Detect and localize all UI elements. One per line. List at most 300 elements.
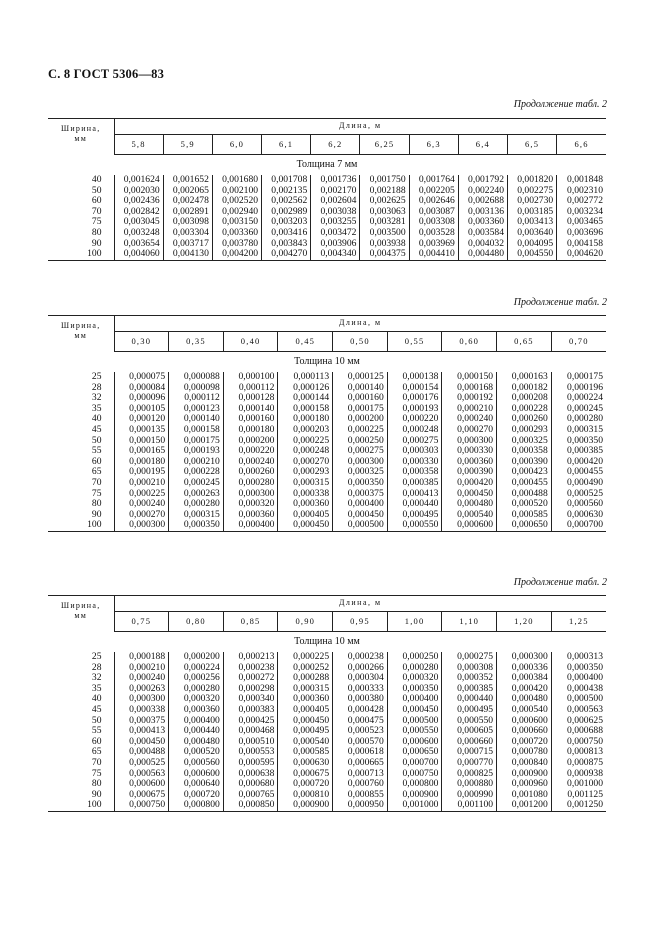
volume-cell: 0,004410: [409, 249, 458, 260]
volume-cell: 0,002940: [212, 207, 261, 218]
volume-cell: 0,000570: [333, 737, 388, 748]
volume-cell: 0,000360: [223, 510, 278, 521]
table-row: [48, 175, 606, 186]
volume-cell: 0,000196: [551, 383, 606, 394]
volume-table-1: [48, 118, 606, 261]
volume-cell: 0,000238: [223, 663, 278, 674]
volume-cell: 0,000825: [442, 769, 497, 780]
width-cell: 55: [91, 725, 102, 737]
volume-cell: 0,000700: [551, 520, 606, 531]
volume-cell: 0,000128: [223, 393, 278, 404]
width-cell: 80: [91, 498, 102, 510]
volume-cell: 0,000990: [442, 790, 497, 801]
volume-cell: 0,000325: [497, 436, 552, 447]
length-column-header: 0,70: [551, 332, 606, 352]
volume-cell: 0,000315: [551, 425, 606, 436]
volume-cell: 0,000450: [278, 520, 333, 531]
width-cell: 75: [91, 767, 102, 779]
volume-cell: 0,003938: [360, 239, 409, 250]
volume-cell: 0,001848: [557, 175, 606, 186]
volume-cell: 0,001000: [551, 779, 606, 790]
volume-cell: 0,000475: [333, 716, 388, 727]
volume-cell: 0,000720: [497, 737, 552, 748]
volume-cell: 0,000450: [114, 737, 169, 748]
volume-cell: 0,000158: [169, 425, 224, 436]
volume-cell: 0,000750: [114, 800, 169, 811]
volume-cell: 0,002520: [212, 196, 261, 207]
volume-cell: 0,000600: [387, 737, 442, 748]
volume-cell: 0,001080: [497, 790, 552, 801]
volume-cell: 0,000384: [497, 673, 552, 684]
width-header-line: мм: [74, 330, 88, 340]
volume-cell: 0,000840: [497, 758, 552, 769]
length-column-header: 0,30: [114, 332, 169, 352]
length-column-header: 0,55: [387, 332, 442, 352]
volume-cell: 0,000315: [278, 478, 333, 489]
volume-cell: 0,003717: [163, 239, 212, 250]
width-cell: 65: [91, 466, 102, 478]
length-column-header: 0,40: [223, 332, 278, 352]
length-column-header: 0,75: [114, 612, 169, 632]
volume-cell: 0,000250: [333, 436, 388, 447]
volume-cell: 0,000480: [497, 694, 552, 705]
thickness-label: Толщина 10 мм: [294, 635, 360, 647]
volume-cell: 0,003150: [212, 217, 261, 228]
volume-cell: 0,000195: [114, 467, 169, 478]
width-cell: 55: [91, 445, 102, 457]
volume-cell: 0,000350: [551, 663, 606, 674]
volume-cell: 0,000400: [169, 716, 224, 727]
volume-cell: 0,004032: [458, 239, 507, 250]
volume-cell: 0,000400: [551, 673, 606, 684]
width-cell: 70: [91, 756, 102, 768]
volume-cell: 0,000420: [551, 457, 606, 468]
volume-cell: 0,001200: [497, 800, 552, 811]
volume-cell: 0,000168: [442, 383, 497, 394]
volume-cell: 0,002688: [458, 196, 507, 207]
volume-table-2: [48, 315, 606, 532]
length-column-header: 6,5: [508, 135, 557, 155]
volume-cell: 0,000480: [169, 737, 224, 748]
volume-cell: 0,000500: [387, 716, 442, 727]
volume-cell: 0,000540: [442, 510, 497, 521]
volume-cell: 0,000112: [223, 383, 278, 394]
length-column-header: 6,2: [311, 135, 360, 155]
volume-cell: 0,000390: [497, 457, 552, 468]
volume-cell: 0,000338: [114, 705, 169, 716]
volume-cell: 0,000113: [278, 372, 333, 383]
volume-cell: 0,003281: [360, 217, 409, 228]
length-header: Длина, м: [114, 596, 606, 612]
volume-cell: 0,004130: [163, 249, 212, 260]
volume-cell: 0,000175: [169, 436, 224, 447]
width-cell: 45: [91, 423, 102, 435]
volume-cell: 0,000800: [387, 779, 442, 790]
volume-cell: 0,000510: [223, 737, 278, 748]
length-column-header: 6,1: [262, 135, 311, 155]
continuation-label: Продолжение табл. 2: [513, 297, 607, 308]
volume-cell: 0,000330: [442, 446, 497, 457]
volume-cell: 0,004550: [508, 249, 557, 260]
volume-cell: 0,000192: [442, 393, 497, 404]
thickness-row: [48, 155, 606, 176]
width-cell: 60: [91, 455, 102, 467]
volume-cell: 0,000585: [497, 510, 552, 521]
volume-cell: 0,001680: [212, 175, 261, 186]
volume-cell: 0,000224: [169, 663, 224, 674]
volume-cell: 0,001000: [387, 800, 442, 811]
length-column-header: 0,80: [169, 612, 224, 632]
volume-cell: 0,000300: [497, 652, 552, 663]
length-column-header: 1,25: [551, 612, 606, 632]
volume-cell: 0,000680: [223, 779, 278, 790]
length-column-header: 6,25: [360, 135, 409, 155]
volume-cell: 0,000275: [387, 436, 442, 447]
volume-cell: 0,004620: [557, 249, 606, 260]
volume-cell: 0,000238: [333, 652, 388, 663]
volume-cell: 0,000272: [223, 673, 278, 684]
volume-cell: 0,000520: [497, 499, 552, 510]
volume-cell: 0,000210: [169, 457, 224, 468]
volume-cell: 0,000488: [497, 489, 552, 500]
header-row: [48, 119, 606, 135]
volume-cell: 0,000225: [333, 425, 388, 436]
length-column-header: 0,50: [333, 332, 388, 352]
length-column-header: 0,90: [278, 612, 333, 632]
volume-cell: 0,003843: [262, 239, 311, 250]
volume-cell: 0,000425: [223, 716, 278, 727]
volume-cell: 0,002625: [360, 196, 409, 207]
volume-cell: 0,000140: [169, 414, 224, 425]
volume-cell: 0,000245: [169, 478, 224, 489]
volume-cell: 0,000256: [169, 673, 224, 684]
width-cell: 75: [91, 216, 102, 228]
width-cell: 100: [48, 800, 114, 811]
volume-cell: 0,000585: [278, 747, 333, 758]
volume-cell: 0,000308: [442, 663, 497, 674]
width-cell: 25: [91, 651, 102, 662]
volume-cell: 0,000180: [278, 414, 333, 425]
volume-cell: 0,000225: [278, 652, 333, 663]
volume-cell: 0,000135: [114, 425, 169, 436]
table-row: [48, 228, 606, 239]
volume-cell: 0,000500: [333, 520, 388, 531]
volume-cell: 0,000900: [497, 769, 552, 780]
volume-cell: 0,000440: [387, 499, 442, 510]
volume-cell: 0,000638: [223, 769, 278, 780]
volume-cell: 0,000088: [169, 372, 224, 383]
volume-cell: 0,000175: [551, 372, 606, 383]
volume-cell: 0,000293: [278, 467, 333, 478]
volume-cell: 0,000275: [333, 446, 388, 457]
volume-cell: 0,000420: [442, 478, 497, 489]
volume-cell: 0,000495: [387, 510, 442, 521]
volume-cell: 0,000298: [223, 684, 278, 695]
volume-cell: 0,003098: [163, 217, 212, 228]
volume-cell: 0,000665: [333, 758, 388, 769]
volume-cell: 0,000385: [387, 478, 442, 489]
volume-cell: 0,000300: [333, 457, 388, 468]
volume-cell: 0,004340: [311, 249, 360, 260]
volume-cell: 0,000138: [387, 372, 442, 383]
volume-cell: 0,000125: [333, 372, 388, 383]
volume-cell: 0,000288: [278, 673, 333, 684]
width-cell: 25: [91, 371, 102, 382]
volume-cell: 0,000320: [223, 499, 278, 510]
volume-cell: 0,002646: [409, 196, 458, 207]
volume-cell: 0,003360: [212, 228, 261, 239]
volume-cell: 0,000220: [223, 446, 278, 457]
width-cell: 60: [91, 195, 102, 207]
volume-cell: 0,000213: [223, 652, 278, 663]
volume-cell: 0,000208: [497, 393, 552, 404]
volume-cell: 0,000338: [278, 489, 333, 500]
volume-cell: 0,000350: [169, 520, 224, 531]
volume-cell: 0,002205: [409, 186, 458, 197]
volume-cell: 0,000270: [114, 510, 169, 521]
volume-cell: 0,000750: [551, 737, 606, 748]
length-column-header: 0,95: [333, 612, 388, 632]
volume-cell: 0,001750: [360, 175, 409, 186]
volume-cell: 0,000495: [442, 705, 497, 716]
table-row: [48, 372, 606, 383]
volume-cell: 0,000720: [169, 790, 224, 801]
volume-cell: 0,000225: [114, 489, 169, 500]
volume-cell: 0,000333: [333, 684, 388, 695]
volume-cell: 0,000188: [114, 652, 169, 663]
volume-cell: 0,002562: [262, 196, 311, 207]
volume-cell: 0,000650: [497, 520, 552, 531]
volume-cell: 0,003203: [262, 217, 311, 228]
volume-cell: 0,000210: [114, 478, 169, 489]
width-cell: 32: [91, 392, 102, 404]
volume-cell: 0,000300: [114, 520, 169, 531]
volume-cell: 0,000075: [114, 372, 169, 383]
continuation-label: Продолжение табл. 2: [513, 99, 607, 110]
volume-cell: 0,000413: [114, 726, 169, 737]
volume-cell: 0,000160: [223, 414, 278, 425]
header-row: [48, 596, 606, 612]
volume-cell: 0,000240: [223, 457, 278, 468]
volume-cell: 0,000180: [114, 457, 169, 468]
volume-cell: 0,000413: [387, 489, 442, 500]
volume-cell: 0,003308: [409, 217, 458, 228]
table-row: [48, 652, 606, 663]
table-row: [48, 520, 606, 531]
volume-cell: 0,000450: [278, 716, 333, 727]
volume-cell: 0,000280: [387, 663, 442, 674]
volume-cell: 0,000350: [387, 684, 442, 695]
volume-cell: 0,000313: [551, 652, 606, 663]
volume-cell: 0,000250: [387, 652, 442, 663]
volume-cell: 0,004480: [458, 249, 507, 260]
volume-cell: 0,003255: [311, 217, 360, 228]
table-row: [48, 478, 606, 489]
length-column-header: 6,6: [557, 135, 606, 155]
volume-cell: 0,000560: [551, 499, 606, 510]
width-cell: 32: [91, 672, 102, 684]
width-cell: 100: [48, 249, 114, 260]
thickness-label: Толщина 10 мм: [294, 355, 360, 367]
volume-cell: 0,003906: [311, 239, 360, 250]
volume-cell: 0,000640: [169, 779, 224, 790]
volume-cell: 0,000553: [223, 747, 278, 758]
volume-cell: 0,000260: [223, 467, 278, 478]
width-cell: 40: [91, 413, 102, 425]
volume-cell: 0,000520: [169, 747, 224, 758]
volume-cell: 0,000220: [387, 414, 442, 425]
volume-cell: 0,000280: [169, 684, 224, 695]
volume-cell: 0,000315: [169, 510, 224, 521]
volume-cell: 0,000675: [278, 769, 333, 780]
volume-cell: 0,000140: [223, 404, 278, 415]
volume-cell: 0,000600: [442, 520, 497, 531]
volume-cell: 0,000165: [114, 446, 169, 457]
volume-cell: 0,000248: [387, 425, 442, 436]
volume-cell: 0,002188: [360, 186, 409, 197]
volume-cell: 0,001708: [262, 175, 311, 186]
volume-cell: 0,000176: [387, 393, 442, 404]
volume-cell: 0,000675: [114, 790, 169, 801]
volume-cell: 0,000158: [278, 404, 333, 415]
length-column-header: 0,35: [169, 332, 224, 352]
volume-cell: 0,000438: [551, 684, 606, 695]
volume-cell: 0,000765: [223, 790, 278, 801]
width-header-line: мм: [74, 610, 88, 620]
volume-cell: 0,000336: [497, 663, 552, 674]
volume-cell: 0,000540: [497, 705, 552, 716]
volume-cell: 0,000385: [442, 684, 497, 695]
length-column-header: 5,9: [163, 135, 212, 155]
volume-cell: 0,002730: [508, 196, 557, 207]
volume-cell: 0,000440: [169, 726, 224, 737]
volume-cell: 0,000154: [387, 383, 442, 394]
volume-cell: 0,000950: [333, 800, 388, 811]
width-cell: 28: [91, 381, 102, 393]
width-cell: 90: [91, 508, 102, 520]
volume-cell: 0,000630: [551, 510, 606, 521]
volume-cell: 0,002310: [557, 186, 606, 197]
volume-cell: 0,000760: [333, 779, 388, 790]
width-cell: 50: [91, 714, 102, 726]
volume-cell: 0,002891: [163, 207, 212, 218]
width-cell: 28: [91, 661, 102, 673]
volume-cell: 0,000480: [442, 499, 497, 510]
volume-cell: 0,002170: [311, 186, 360, 197]
header-row: [48, 316, 606, 332]
volume-cell: 0,000813: [551, 747, 606, 758]
volume-cell: 0,000200: [333, 414, 388, 425]
volume-cell: 0,000280: [551, 414, 606, 425]
volume-cell: 0,000252: [278, 663, 333, 674]
volume-cell: 0,000360: [169, 705, 224, 716]
length-columns-row: [48, 332, 606, 352]
volume-cell: 0,000210: [442, 404, 497, 415]
volume-cell: 0,000420: [497, 684, 552, 695]
volume-cell: 0,003087: [409, 207, 458, 218]
volume-cell: 0,000200: [169, 652, 224, 663]
volume-cell: 0,000488: [114, 747, 169, 758]
volume-cell: 0,003969: [409, 239, 458, 250]
length-column-header: 6,4: [458, 135, 507, 155]
volume-cell: 0,000563: [551, 705, 606, 716]
volume-cell: 0,002135: [262, 186, 311, 197]
length-column-header: 0,85: [223, 612, 278, 632]
volume-cell: 0,000112: [169, 393, 224, 404]
volume-cell: 0,000163: [497, 372, 552, 383]
volume-cell: 0,000225: [278, 436, 333, 447]
volume-cell: 0,000228: [169, 467, 224, 478]
volume-cell: 0,000275: [442, 652, 497, 663]
volume-cell: 0,004375: [360, 249, 409, 260]
volume-cell: 0,000880: [442, 779, 497, 790]
volume-cell: 0,000625: [551, 716, 606, 727]
width-cell: 80: [91, 778, 102, 790]
volume-cell: 0,000266: [333, 663, 388, 674]
volume-cell: 0,000600: [114, 779, 169, 790]
length-column-header: 6,0: [212, 135, 261, 155]
volume-cell: 0,002100: [212, 186, 261, 197]
width-cell: 90: [91, 788, 102, 800]
volume-cell: 0,001792: [458, 175, 507, 186]
volume-cell: 0,000380: [333, 694, 388, 705]
volume-cell: 0,000280: [169, 499, 224, 510]
table-row: [48, 249, 606, 260]
width-header-line: мм: [74, 133, 88, 143]
volume-cell: 0,002240: [458, 186, 507, 197]
volume-cell: 0,000650: [387, 747, 442, 758]
thickness-row: [48, 632, 606, 653]
volume-cell: 0,000405: [278, 510, 333, 521]
volume-cell: 0,003360: [458, 217, 507, 228]
volume-cell: 0,003780: [212, 239, 261, 250]
length-column-header: 0,60: [442, 332, 497, 352]
length-header: Длина, м: [114, 316, 606, 332]
volume-cell: 0,002772: [557, 196, 606, 207]
volume-cell: 0,000450: [387, 705, 442, 716]
width-cell: 60: [91, 735, 102, 747]
volume-cell: 0,000540: [278, 737, 333, 748]
volume-cell: 0,003136: [458, 207, 507, 218]
volume-cell: 0,000400: [333, 499, 388, 510]
thickness-row: [48, 352, 606, 373]
table-row: [48, 425, 606, 436]
volume-cell: 0,000455: [551, 467, 606, 478]
width-header-line: Ширина,: [60, 321, 101, 330]
length-header: Длина, м: [114, 119, 606, 135]
volume-cell: 0,000175: [333, 404, 388, 415]
volume-cell: 0,000720: [278, 779, 333, 790]
volume-cell: 0,000240: [114, 673, 169, 684]
volume-cell: 0,002065: [163, 186, 212, 197]
volume-cell: 0,000240: [442, 414, 497, 425]
volume-cell: 0,000660: [442, 737, 497, 748]
volume-cell: 0,001250: [551, 800, 606, 811]
volume-cell: 0,000358: [497, 446, 552, 457]
volume-cell: 0,000428: [333, 705, 388, 716]
volume-cell: 0,000193: [387, 404, 442, 415]
width-cell: 75: [91, 487, 102, 499]
length-column-header: 1,00: [387, 612, 442, 632]
volume-cell: 0,000280: [223, 478, 278, 489]
volume-cell: 0,003234: [557, 207, 606, 218]
volume-cell: 0,000203: [278, 425, 333, 436]
volume-cell: 0,000224: [551, 393, 606, 404]
volume-cell: 0,000120: [114, 414, 169, 425]
width-cell: 65: [91, 746, 102, 758]
length-column-header: 1,10: [442, 612, 497, 632]
volume-cell: 0,003500: [360, 228, 409, 239]
